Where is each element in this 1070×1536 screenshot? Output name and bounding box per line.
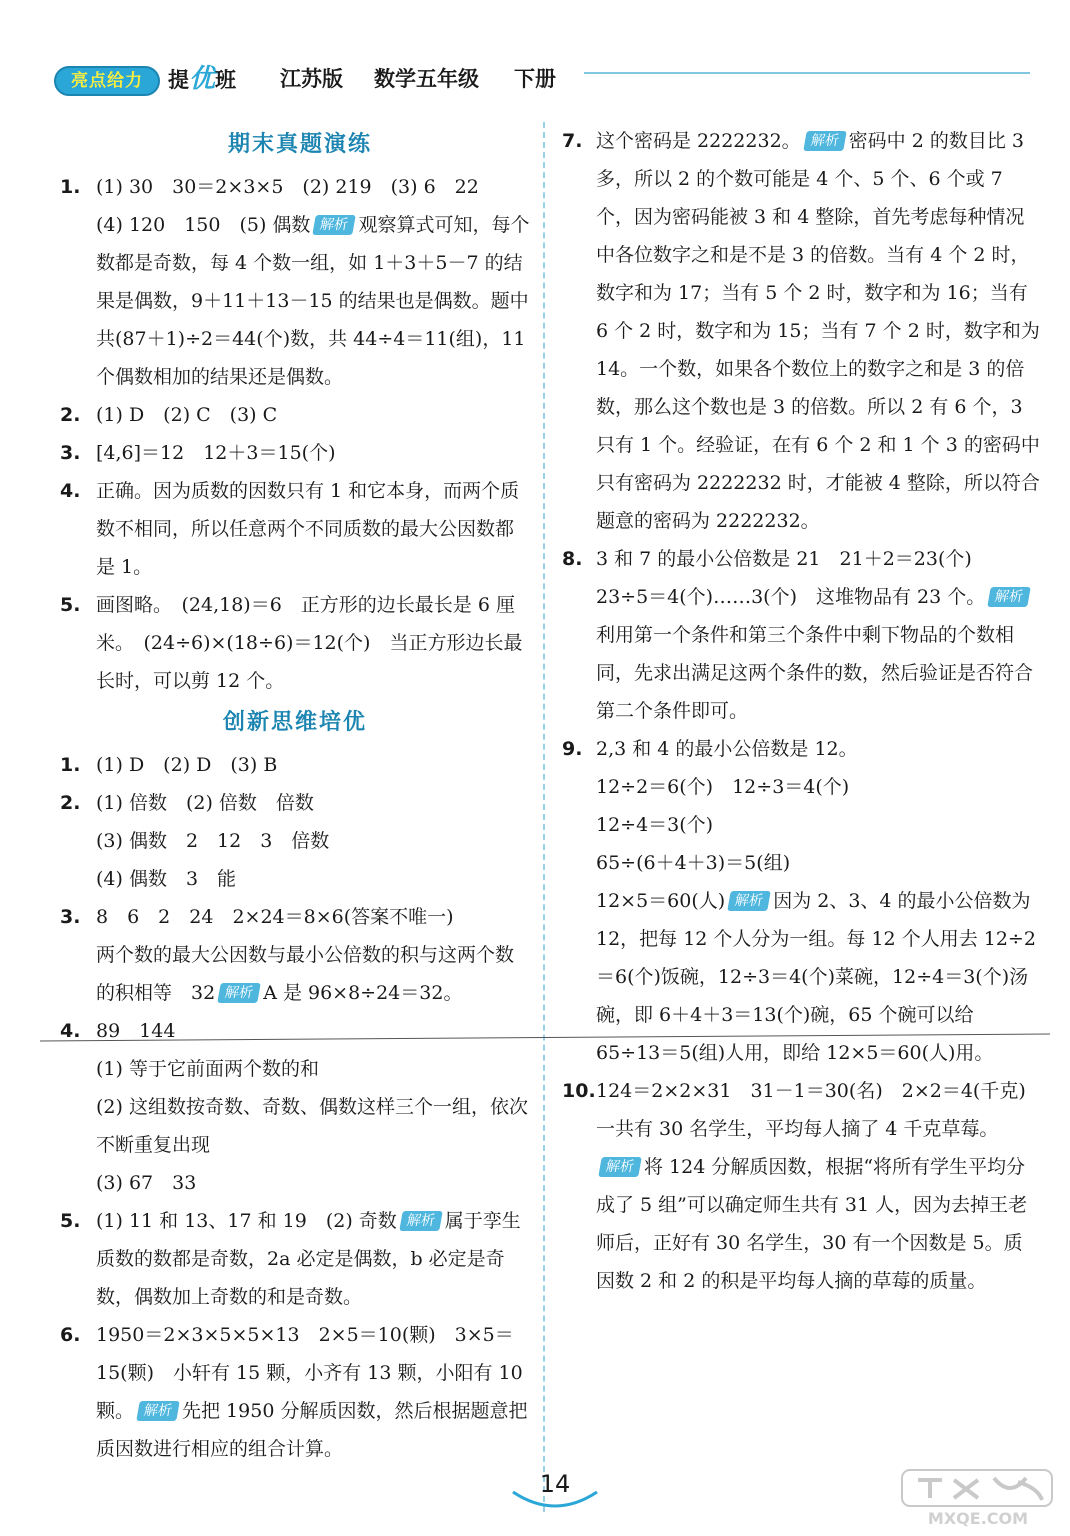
answer-number: 3. xyxy=(60,906,81,928)
answer-text: 23÷5＝4(个)……3(个) 这堆物品有 23 个。 xyxy=(596,586,986,608)
page-header xyxy=(0,0,1070,110)
answer-line: 3 和 7 的最小公倍数是 21 21＋2＝23(个) xyxy=(596,548,972,570)
answer-line: (1) 等于它前面两个数的和 xyxy=(96,1058,319,1080)
page-number: 14 xyxy=(539,1470,571,1498)
watermark-text: MXQE.COM xyxy=(927,1509,1029,1528)
innovation-answers xyxy=(60,746,530,1468)
brand-badge: 亮点给力 xyxy=(54,66,160,96)
answer-line: 65÷(6＋4＋3)＝5(组) xyxy=(596,852,791,874)
answer-line: (4) 偶数 3 能 xyxy=(96,868,237,890)
answer-line-with-analysis xyxy=(96,1316,530,1468)
answer-text: 两个数的最大公因数与最小公倍数的积与这两个数的积相等 32 xyxy=(96,944,515,1004)
answer-line-with-analysis xyxy=(596,122,1040,540)
final-exam-answers xyxy=(60,168,530,700)
answer-item xyxy=(60,168,530,396)
answer-line-with-analysis xyxy=(596,578,1040,730)
answer-line: 8 6 2 24 2×24＝8×6(答案不唯一) xyxy=(96,906,454,928)
answer-text: 这个密码是 2222232。 xyxy=(596,130,801,152)
answer-item xyxy=(60,472,530,586)
answer-item xyxy=(60,1202,530,1316)
analysis-text: 密码中 2 的数目比 3 多，所以 2 的个数可能是 4 个、5 个、6 个或 7 个，因为密码能被 3 和 4 整除，首先考虑每种情况中各位数字之和是不是 3 的倍数。当有 4 个 2 时，数字和为 17；当有 5 个 2 时，数字和为 16；当有 6 个 2 时，数字和为 15；当有 7 个 2 时，数字和为 14。一个数，如果各个数位上的数字之和是 3 的倍数，那么这个数也是 3 的倍数。所以 2 有 6 个，3 只有 1 个。经验证，在有 6 个 2 和 1 个 3 的密码中只有密码为 2222232 时，才能被 4 整除，所以符合题意的密码为 2222232。 xyxy=(596,130,1040,532)
subject-label: 数学五年级 xyxy=(374,67,479,91)
answer-line: (1) 倍数 (2) 倍数 倍数 xyxy=(96,792,314,814)
answer-item xyxy=(60,746,530,784)
answer-text: 12×5＝60(人) xyxy=(596,890,726,912)
answer-line: 画图略。 (24,18)＝6 正方形的边长最长是 6 厘米。 (24÷6)×(18÷6)＝12(个) 当正方形边长最长时，可以剪 12 个。 xyxy=(96,594,523,692)
answer-line-with-analysis xyxy=(96,1202,530,1316)
answer-line-with-analysis xyxy=(96,936,530,1012)
page-number-arc xyxy=(505,1486,605,1516)
answer-number: 4. xyxy=(60,480,81,502)
section-title-final-exam: 期末真题演练 xyxy=(227,132,372,157)
section-title-innovation: 创新思维培优 xyxy=(222,710,367,735)
answer-number: 5. xyxy=(60,1210,81,1232)
answer-number: 1. xyxy=(60,176,81,198)
answer-number: 1. xyxy=(60,754,81,776)
analysis-tag: 解析 xyxy=(598,1157,642,1177)
watermark-logo xyxy=(898,1468,1058,1530)
analysis-tag: 解析 xyxy=(217,983,261,1003)
analysis-tag: 解析 xyxy=(803,131,847,151)
answer-item xyxy=(60,784,530,898)
answer-item xyxy=(562,540,1040,730)
analysis-text: A 是 96×8÷24＝32。 xyxy=(263,982,463,1004)
answer-line: (3) 偶数 2 12 3 倍数 xyxy=(96,830,330,852)
right-answers xyxy=(562,122,1045,1300)
answer-item xyxy=(562,1072,1045,1300)
answer-text: 1950＝2×3×5×5×13 2×5＝10(颗) 3×5＝15(颗) 小轩有 15 颗，小齐有 13 颗，小阳有 10 颗。 xyxy=(96,1324,523,1422)
answer-line: 正确。因为质数的因数只有 1 和它本身，而两个质数不相同，所以任意两个不同质数的最大公因数都是 1。 xyxy=(96,480,520,578)
answer-line: 12÷2＝6(个) 12÷3＝4(个) xyxy=(596,776,850,798)
analysis-tag: 解析 xyxy=(313,215,357,235)
answer-item xyxy=(60,586,530,700)
analysis-text: 将 124 分解质因数，根据“将所有学生平均分成了 5 组”可以确定师生共有 31 人，因为去掉王老师后，正好有 30 名学生，30 有一个因数是 5。质因数 2 和 2 的积是平均每人摘的草莓的质量。 xyxy=(596,1156,1028,1292)
answer-number: 3. xyxy=(60,442,81,464)
answer-item xyxy=(60,1316,530,1468)
answer-item xyxy=(60,396,530,434)
left-column xyxy=(60,122,530,1468)
answer-number: 2. xyxy=(60,404,81,426)
edition-label: 江苏版 xyxy=(280,67,343,91)
answer-number: 6. xyxy=(60,1324,81,1346)
answer-line: (2) 这组数按奇数、奇数、偶数这样三个一组，依次不断重复出现 xyxy=(96,1096,528,1156)
analysis-text: 先把 1950 分解质因数，然后根据题意把质因数进行相应的组合计算。 xyxy=(96,1400,528,1460)
column-divider xyxy=(543,122,545,1512)
answer-number: 5. xyxy=(60,594,81,616)
answer-number: 10. xyxy=(562,1080,596,1102)
answer-line-with-analysis xyxy=(96,206,530,396)
analysis-text: 因为 2、3、4 的最小公倍数为 12，把每 12 个人分为一组。每 12 个人用去 12÷2＝6(个)饭碗，12÷3＝4(个)菜碗，12÷4＝3(个)汤碗，即 6＋4＋3＝13(个)碗，65 个碗可以给 65÷13＝5(组)人用，即给 12×5＝60(人)用。 xyxy=(596,890,1036,1064)
analysis-tag: 解析 xyxy=(988,587,1032,607)
answer-line: (3) 67 33 xyxy=(96,1172,197,1194)
header-rule xyxy=(584,72,1030,74)
answer-item xyxy=(60,1012,530,1202)
answer-item xyxy=(60,898,530,1012)
right-column xyxy=(562,122,1045,1300)
answer-line: (1) D (2) D (3) B xyxy=(96,754,278,776)
answer-line: 89 144 xyxy=(96,1020,176,1042)
answer-number: 2. xyxy=(60,792,81,814)
analysis-text: 属于孪生质数的数都是奇数，2a 必定是偶数，b 必定是奇数，偶数加上奇数的和是奇数。 xyxy=(96,1210,521,1308)
answer-item xyxy=(562,730,1040,1072)
series-title: 提优班 xyxy=(168,64,237,94)
answer-item xyxy=(562,122,1040,540)
answer-line: (1) D (2) C (3) C xyxy=(96,404,278,426)
analysis-tag: 解析 xyxy=(727,891,771,911)
analysis-tag: 解析 xyxy=(399,1211,443,1231)
answer-number: 8. xyxy=(562,548,583,570)
answer-line-with-analysis xyxy=(596,882,1040,1072)
answer-text: 124＝2×2×31 31－1＝30(名) 2×2＝4(千克) 一共有 30 名学生，平均每人摘了 4 千克草莓。 xyxy=(596,1080,1045,1140)
answer-text: (4) 120 150 (5) 偶数 xyxy=(96,214,311,236)
volume-label: 下册 xyxy=(514,67,556,91)
answer-line: 2,3 和 4 的最小公倍数是 12。 xyxy=(596,738,858,760)
answer-item xyxy=(60,434,530,472)
answer-line: [4,6]＝12 12＋3＝15(个) xyxy=(96,442,336,464)
answer-number: 4. xyxy=(60,1020,81,1042)
answer-line: (1) 30 30＝2×3×5 (2) 219 (3) 6 22 xyxy=(96,176,479,198)
analysis-text: 利用第一个条件和第三个条件中剩下物品的个数相同，先求出满足这两个条件的数，然后验证是否符合第二个条件即可。 xyxy=(596,624,1034,722)
analysis-text: 观察算式可知，每个数都是奇数，每 4 个数一组，如 1＋3＋5－7 的结果是偶数，9＋11＋13－15 的结果也是偶数。题中共(87＋1)÷2＝44(个)数，共 44÷4＝11(组)，11 个偶数相加的结果还是偶数。 xyxy=(96,214,530,388)
answer-number: 9. xyxy=(562,738,583,760)
answer-text: (1) 11 和 13、17 和 19 (2) 奇数 xyxy=(96,1210,397,1232)
answer-number: 7. xyxy=(562,130,583,152)
analysis-tag: 解析 xyxy=(136,1401,180,1421)
answer-line-with-analysis xyxy=(596,1072,1045,1300)
answer-line: 12÷4＝3(个) xyxy=(596,814,714,836)
